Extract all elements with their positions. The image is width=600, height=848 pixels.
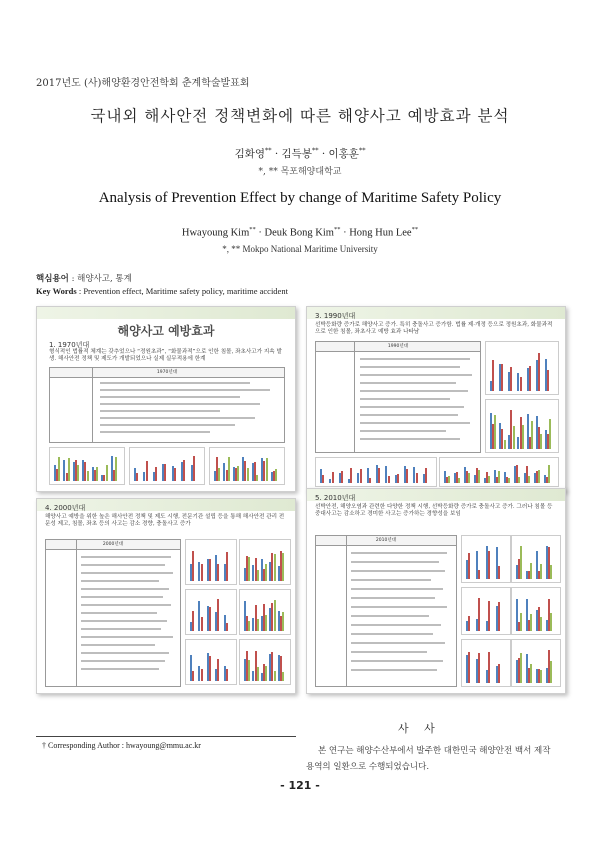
chart-bar: [201, 617, 203, 631]
slide-section-heading: 3. 1990년대: [315, 312, 356, 320]
chart-bar: [478, 598, 480, 631]
conference-header: 2017년도 (사)해양환경안전학회 춘계학술발표회: [36, 78, 250, 89]
chart-bar: [530, 614, 532, 631]
slide-1970s: [36, 306, 296, 492]
chart-bar: [265, 564, 267, 581]
chart-bar: [425, 468, 427, 483]
author-3-mark: **: [358, 146, 366, 155]
table-line: [360, 398, 450, 400]
chart-bar: [520, 546, 522, 579]
chart-bar: [174, 468, 176, 481]
chart-bar: [217, 599, 219, 631]
chart-bar: [478, 570, 480, 579]
slide-section-text: 선박안전, 해양오염과 관련한 다양한 정책 시행, 선박등화량 증가로 충돌사고 증가. 그러나 침몰 등 중대사고는 감소하고 경미한 사고는 증가하는 경향성을 보임: [315, 504, 553, 517]
keywords-korean-text: : 해양사고, 통계: [71, 274, 132, 284]
chart-bar: [226, 552, 228, 581]
table-line: [351, 588, 443, 590]
author-3: 이홍훈: [328, 148, 359, 160]
author-2: 김득봉: [281, 148, 312, 160]
slide-section-heading: 5. 2010년대: [315, 494, 356, 502]
chart-bar: [501, 364, 503, 391]
chart-bar: [510, 367, 512, 391]
chart-bar: [549, 419, 551, 449]
chart-bar: [494, 415, 496, 449]
table-column: [316, 536, 347, 686]
chart-bar: [520, 653, 522, 683]
table-line: [360, 358, 470, 360]
chart-bar: [528, 476, 530, 483]
chart-bar: [209, 559, 211, 582]
slide-2000s: [36, 498, 296, 694]
table-line: [351, 642, 445, 644]
mini-chart: [461, 639, 511, 687]
chart-bar: [540, 617, 542, 631]
chart-bar: [164, 464, 166, 481]
title-korean: 국내외 해사안전 정책변화에 따른 해양사고 예방효과 분석: [90, 107, 510, 125]
policy-table: [315, 341, 481, 453]
table-line: [81, 580, 159, 582]
chart-bar: [68, 458, 70, 481]
chart-bar: [416, 473, 418, 483]
footnote-mark: †: [42, 741, 46, 750]
table-line: [351, 615, 429, 617]
mini-chart: [461, 587, 511, 635]
mini-chart: [185, 589, 237, 635]
table-line: [81, 636, 173, 638]
chart-bar: [322, 475, 324, 483]
mini-chart: [129, 447, 205, 485]
slide-band: [37, 307, 295, 319]
table-line: [81, 588, 169, 590]
slide-section-heading: 1. 1970년대: [49, 341, 90, 349]
chart-bar: [192, 671, 194, 681]
table-line: [81, 604, 171, 606]
chart-bar: [350, 468, 352, 483]
chart-bar: [192, 551, 194, 581]
chart-bar: [547, 370, 549, 391]
chart-bar: [332, 472, 334, 483]
table-line: [81, 660, 165, 662]
chart-bar: [155, 467, 157, 481]
chart-bar: [228, 457, 230, 481]
table-line: [81, 620, 167, 622]
table-line: [81, 644, 155, 646]
table-line: [100, 417, 255, 419]
chart-bar: [397, 474, 399, 483]
footnote-text: Corresponding Author : hwayoung@mmu.ac.kr: [48, 741, 201, 750]
table-line: [351, 624, 441, 626]
table-line: [81, 572, 173, 574]
table-line: [81, 564, 165, 566]
chart-bar: [265, 615, 267, 631]
chart-bar: [488, 476, 490, 483]
footnote-rule: [36, 736, 296, 737]
mini-chart: [511, 587, 561, 635]
table-line: [360, 438, 460, 440]
author-en-3: Hong Hun Lee: [349, 227, 412, 239]
mini-chart: [239, 639, 291, 685]
mini-chart: [485, 341, 559, 395]
author-en-sep: ·: [258, 227, 262, 239]
chart-bar: [508, 478, 510, 483]
chart-bar: [406, 469, 408, 483]
chart-bar: [257, 570, 259, 581]
mini-chart: [439, 457, 559, 487]
chart-bar: [538, 470, 540, 483]
chart-bar: [209, 656, 211, 681]
table-line: [360, 406, 464, 408]
table-line: [351, 660, 443, 662]
chart-bar: [274, 671, 276, 681]
chart-bar: [492, 360, 494, 391]
chart-bar: [136, 473, 138, 481]
chart-bar: [498, 664, 500, 683]
table-line: [100, 382, 250, 384]
chart-bar: [209, 607, 211, 631]
chart-bar: [274, 600, 276, 631]
chart-bar: [275, 469, 277, 481]
keywords-korean-label: 핵심용어: [36, 274, 69, 284]
table-line: [351, 606, 447, 608]
chart-bar: [266, 458, 268, 481]
chart-bar: [448, 476, 450, 483]
chart-bar: [378, 468, 380, 483]
chart-bar: [498, 602, 500, 631]
author-1: 김화영: [234, 148, 265, 160]
keywords-english: [36, 286, 288, 296]
chart-bar: [217, 564, 219, 581]
author-en-1-mark: **: [249, 226, 256, 233]
chart-bar: [201, 669, 203, 681]
slide-section-text: 해양사고 예방을 위한 높은 해사안전 정책 및 제도 시행, 전문기관 설립 등을 통해 해사안전 관리 전문성 제고, 침몰, 좌초 등의 사고는 감소 경향, 충돌사고 증가: [45, 514, 285, 527]
chart-bar: [530, 664, 532, 683]
mini-chart: [485, 399, 559, 453]
chart-bar: [265, 666, 267, 681]
acknowledgement-title: 사 사: [398, 722, 441, 735]
table-line: [351, 651, 427, 653]
mini-chart: [461, 535, 511, 583]
page-number: - 121 -: [280, 779, 320, 792]
affiliation-english: *, ** Mokpo National Maritime University: [222, 244, 378, 254]
chart-bar: [550, 565, 552, 579]
chart-bar: [540, 434, 542, 449]
chart-bar: [96, 467, 98, 481]
policy-table: [49, 367, 285, 443]
table-line: [100, 431, 210, 433]
chart-bar: [550, 661, 552, 683]
table-line: [81, 556, 171, 558]
chart-bar: [550, 613, 552, 631]
chart-bar: [282, 672, 284, 681]
slide-title: 해양사고 예방효과: [117, 324, 215, 338]
chart-bar: [488, 601, 490, 631]
table-column: [50, 368, 93, 442]
author-en-2: Deuk Bong Kim: [264, 227, 334, 239]
chart-bar: [146, 461, 148, 481]
chart-bar: [458, 478, 460, 483]
chart-bar: [498, 566, 500, 579]
mini-chart: [49, 447, 125, 485]
chart-bar: [478, 470, 480, 483]
table-line: [100, 410, 220, 412]
chart-bar: [468, 553, 470, 579]
slide-1990s: [306, 306, 566, 492]
slide-2010s: [306, 488, 566, 694]
chart-bar: [531, 421, 533, 449]
slide-section-text: 형식적인 법률적 체계는 갖추었으나 “정원초과”, “화물과적”으로 인한 침몰, 좌초사고가 지속 발생. 해사안전 정책 및 제도가 개발되었으나 실제 실무적용에 한계: [49, 349, 282, 362]
chart-bar: [504, 440, 506, 449]
chart-bar: [274, 554, 276, 581]
chart-bar: [540, 564, 542, 579]
chart-bar: [201, 564, 203, 581]
chart-bar: [257, 667, 259, 681]
chart-bar: [183, 460, 185, 481]
authors-english: [0, 226, 600, 239]
table-line: [81, 628, 161, 630]
chart-bar: [248, 660, 250, 681]
table-line: [81, 668, 159, 670]
chart-bar: [388, 476, 390, 483]
mini-chart: [511, 639, 561, 687]
author-sep: ·: [321, 148, 326, 160]
chart-bar: [87, 471, 89, 481]
chart-bar: [478, 653, 480, 683]
title-english: Analysis of Prevention Effect by change of Maritime Safety Policy: [98, 190, 502, 206]
chart-bar: [218, 468, 220, 481]
chart-bar: [226, 623, 228, 631]
acknowledgement-text: 본 연구는 해양수산부에서 발주한 대한민국 해양안전 백서 제작 용역의 일환으로 수행되었습니다.: [306, 746, 551, 772]
author-en-1: Hwayoung Kim: [181, 227, 250, 239]
mini-chart: [185, 539, 237, 585]
chart-bar: [115, 457, 117, 481]
policy-table: [45, 539, 181, 687]
chart-bar: [530, 563, 532, 579]
chart-bar: [529, 366, 531, 391]
chart-bar: [468, 616, 470, 631]
table-line: [100, 389, 270, 391]
chart-bar: [520, 377, 522, 391]
table-header: 1990년대: [316, 342, 480, 352]
chart-bar: [369, 478, 371, 483]
affiliation-korean: *, ** 목포해양대학교: [258, 167, 342, 177]
table-line: [351, 561, 439, 563]
table-line: [360, 374, 472, 376]
chart-bar: [518, 477, 520, 483]
table-header: 2010년대: [316, 536, 456, 546]
chart-bar: [513, 426, 515, 449]
chart-bar: [488, 551, 490, 579]
table-line: [100, 403, 260, 405]
table-line: [360, 382, 456, 384]
chart-bar: [468, 473, 470, 483]
chart-bar: [77, 465, 79, 481]
table-header: 1970년대: [50, 368, 284, 378]
table-line: [351, 552, 447, 554]
table-line: [81, 612, 157, 614]
mini-chart: [185, 639, 237, 685]
table-column: [46, 540, 77, 686]
chart-bar: [256, 475, 258, 481]
author-1-mark: **: [265, 146, 272, 155]
table-line: [100, 396, 240, 398]
authors-korean: [0, 146, 600, 161]
mini-chart: [209, 447, 285, 485]
chart-bar: [226, 669, 228, 681]
mini-chart: [239, 539, 291, 585]
chart-bar: [217, 659, 219, 681]
author-2-mark: **: [311, 146, 319, 155]
chart-bar: [192, 611, 194, 631]
table-line: [360, 414, 458, 416]
chart-bar: [538, 353, 540, 391]
chart-bar: [257, 619, 259, 631]
chart-bar: [341, 471, 343, 483]
mini-chart: [511, 535, 561, 583]
chart-bar: [498, 471, 500, 483]
chart-bar: [248, 557, 250, 581]
table-line: [360, 366, 460, 368]
table-line: [351, 579, 431, 581]
chart-bar: [520, 613, 522, 631]
chart-bar: [540, 670, 542, 683]
chart-bar: [237, 466, 239, 481]
mini-chart: [315, 457, 437, 487]
slide-section-heading: 4. 2000년대: [45, 504, 86, 512]
chart-bar: [548, 465, 550, 483]
table-line: [360, 430, 446, 432]
policy-table: [315, 535, 457, 687]
author-en-2-mark: **: [333, 226, 341, 233]
corresponding-author: [42, 741, 201, 750]
table-line: [360, 390, 468, 392]
chart-bar: [522, 425, 524, 450]
chart-bar: [282, 612, 284, 631]
chart-bar: [106, 465, 108, 481]
chart-bar: [468, 652, 470, 683]
table-line: [81, 596, 163, 598]
keywords-english-text: : Prevention effect, Maritime safety policy, maritime accident: [78, 286, 288, 296]
table-line: [351, 633, 433, 635]
author-en-sep: ·: [343, 227, 347, 239]
table-column: [316, 342, 355, 452]
table-line: [360, 422, 470, 424]
table-line: [351, 570, 445, 572]
table-header: 2000년대: [46, 540, 180, 550]
table-line: [351, 669, 437, 671]
chart-bar: [193, 456, 195, 481]
author-sep: ·: [274, 148, 279, 160]
keywords-korean: [36, 272, 132, 284]
chart-bar: [360, 469, 362, 483]
table-line: [351, 597, 435, 599]
author-en-3-mark: **: [411, 226, 419, 233]
table-line: [100, 424, 235, 426]
table-line: [81, 652, 169, 654]
keywords-english-label: Key Words: [36, 286, 77, 296]
mini-chart: [239, 589, 291, 635]
slide-section-text: 선박등화량 증가로 해양사고 증가. 특히 충돌사고 증가함. 법률 제·개정 등으로 정원초과, 화물과적으로 인한 침몰, 좌초사고 예방 효과 나타남: [315, 322, 553, 335]
chart-bar: [488, 652, 490, 683]
chart-bar: [282, 553, 284, 581]
chart-bar: [247, 468, 249, 481]
chart-bar: [58, 457, 60, 481]
chart-bar: [248, 621, 250, 631]
